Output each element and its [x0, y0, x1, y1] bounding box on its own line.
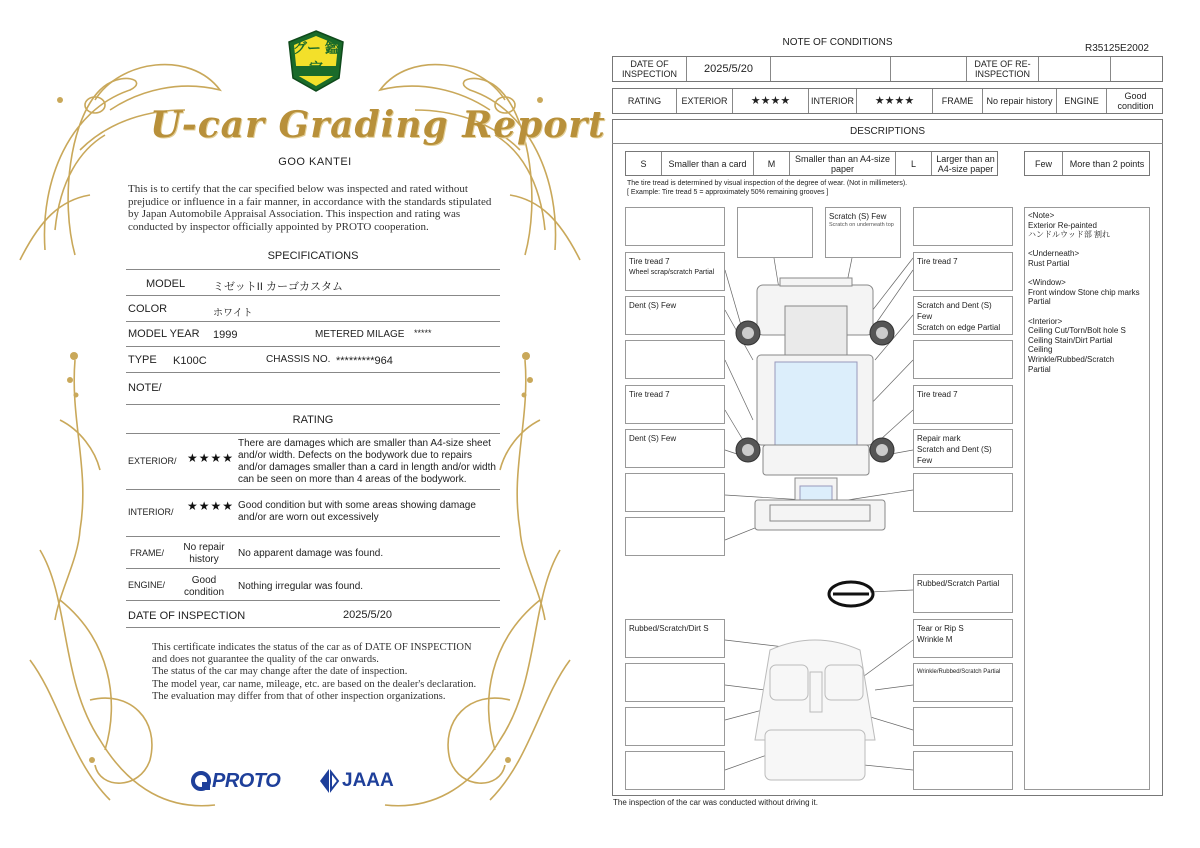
frame-label: FRAME	[933, 89, 983, 113]
damage-box-empty	[625, 707, 725, 746]
damage-box-empty	[625, 207, 725, 246]
damage-box-l1	[625, 252, 725, 291]
damage-box-empty	[913, 473, 1013, 512]
damage-box-int-left	[625, 619, 725, 658]
divider	[126, 404, 500, 405]
damage-box-empty	[913, 340, 1013, 379]
divider	[126, 536, 500, 537]
damage-box-wheel	[913, 574, 1013, 613]
top-center-text: Scratch (S) Few	[829, 212, 887, 221]
type-label: TYPE	[128, 354, 157, 366]
legend-s: S	[626, 152, 662, 175]
top-center-small-text: Scratch on underneath top	[829, 222, 894, 228]
int-left-text: Rubbed/Scratch/Dirt S	[629, 624, 709, 633]
damage-box-r4	[913, 385, 1013, 424]
metered-milage-label: METERED MILAGE	[315, 329, 405, 340]
divider	[126, 295, 500, 296]
legend-l-desc: Larger than an A4-size paper	[936, 153, 995, 174]
engine-label: ENGINE	[1057, 89, 1107, 113]
r5b-text: Scratch and Dent (S) Few	[917, 445, 992, 465]
reference-number: R35125E2002	[1085, 43, 1149, 54]
color-label: COLOR	[128, 303, 168, 315]
engine-value: Good condition	[183, 575, 225, 598]
damage-box-r2	[913, 296, 1013, 335]
damage-box-empty	[625, 340, 725, 379]
inspection-date-label: DATE OF INSPECTION	[128, 610, 246, 622]
damage-box-empty	[737, 207, 813, 258]
damage-box-r1	[913, 252, 1013, 291]
damage-box-l4	[625, 385, 725, 424]
specifications-heading: SPECIFICATIONS	[267, 250, 359, 262]
interior-label: INTERIOR	[809, 89, 857, 113]
r2b-text: Scratch on edge Partial	[917, 323, 1001, 332]
model-year-label: MODEL YEAR	[128, 328, 200, 340]
note-of-conditions-sheet	[605, 0, 1200, 848]
divider	[126, 433, 500, 434]
wheel-text: Rubbed/Scratch Partial	[917, 579, 1000, 588]
legend-l: L	[896, 152, 932, 175]
color-value: ホワイト	[213, 308, 253, 319]
chassis-label: CHASSIS NO.	[266, 354, 331, 365]
damage-box-l5	[625, 429, 725, 468]
l5-text: Dent (S) Few	[629, 434, 677, 443]
damage-box-r5	[913, 429, 1013, 468]
interior-label: INTERIOR/	[128, 507, 174, 517]
damage-box-int-r2	[913, 663, 1013, 702]
engine-label: ENGINE/	[128, 580, 166, 590]
certificate-subtitle: GOO KANTEI	[278, 156, 352, 168]
legend-few: Few	[1025, 152, 1063, 175]
l1b-text: Wheel scrap/scratch Partial	[629, 269, 715, 276]
descriptions-heading: DESCRIPTIONS	[612, 119, 1163, 144]
l1-text: Tire tread 7	[629, 257, 670, 266]
exterior-stars: ★★★★	[187, 451, 235, 465]
divider	[126, 269, 500, 270]
r1-text: Tire tread 7	[917, 257, 958, 266]
damage-box-empty	[625, 663, 725, 702]
exterior-label: EXTERIOR/	[128, 456, 177, 466]
exterior-stars: ★★★★	[733, 89, 809, 113]
steering-wheel-icon	[829, 582, 873, 606]
frame-label: FRAME/	[130, 548, 165, 558]
legend-few-desc: More than 2 points	[1069, 158, 1145, 169]
r5-text: Repair mark	[917, 434, 961, 443]
jaaa-mark-icon	[318, 768, 340, 794]
date-reinspection-label: DATE OF RE-INSPECTION	[967, 57, 1039, 81]
engine-value: Good condition	[1117, 91, 1154, 111]
certificate-title: U-car Grading Report	[150, 104, 606, 146]
int-r1-text: Tear or Rip S	[917, 624, 964, 633]
damage-box-empty	[625, 517, 725, 556]
tread-note: The tire tread is determined by visual inspection of the degree of wear. (Not in millimeters).	[627, 180, 908, 187]
model-year-value: 1999	[213, 329, 238, 341]
chassis-value: *********964	[336, 355, 393, 367]
interior-description: Good condition but with some areas showing damage and/or are worn out excessively	[238, 500, 476, 523]
logo-badge-text: グー 鑑定	[293, 40, 339, 76]
legend-m-desc: Smaller than an A4-size paper	[790, 152, 896, 175]
int-r2-text: Wrinkle/Rubbed/Scratch Partial	[917, 669, 1001, 675]
damage-box-empty	[913, 751, 1013, 790]
certificate-footer-text: This certificate indicates the status of the car as of DATE OF INSPECTION and does not guarantee the quality of the car onwards. The status of the car may change after the date of inspection. The model year, car name, mileage, etc. are based on the dealer's declaration. The evaluation may differ from that of other inspection organizations.	[152, 642, 477, 702]
frame-description: No apparent damage was found.	[238, 548, 384, 559]
rating-label: RATING	[613, 89, 677, 113]
sheet-title: NOTE OF CONDITIONS	[782, 37, 893, 48]
note-label: NOTE/	[128, 382, 162, 394]
damage-box-empty	[913, 707, 1013, 746]
interior-stars: ★★★★	[857, 89, 933, 113]
inspection-date-value: 2025/5/20	[343, 609, 392, 621]
l2-text: Dent (S) Few	[629, 301, 677, 310]
sheet-footer: The inspection of the car was conducted without driving it.	[613, 798, 818, 807]
interior-view	[755, 640, 875, 780]
damage-box-empty	[913, 207, 1013, 246]
divider	[126, 627, 500, 628]
divider	[126, 372, 500, 373]
exterior-description: There are damages which are smaller than A4-size sheet and/or width. Defects on the bodywork due to repairs and/or damages smaller than a card in length and/or width can be seen on more than 4 areas of the bodywork.	[238, 438, 496, 485]
engine-description: Nothing irregular was found.	[238, 581, 364, 592]
interior-stars: ★★★★	[187, 499, 235, 513]
exterior-label: EXTERIOR	[677, 89, 733, 113]
date-inspection-value: 2025/5/20	[687, 57, 771, 81]
notes-box: <Note> Exterior Re-painted ハンドルウッド部 割れ <Underneath> Rust Partial <Window> Front window Stone chip marks Partial <Interior> Ceiling Cut/Torn/Bolt hole S Ceiling Stain/Dirt Partial Ceiling Wrinkle/Rubbed/Scratch Partial	[1024, 207, 1150, 790]
damage-box-empty	[625, 473, 725, 512]
r2-text: Scratch and Dent (S) Few	[917, 301, 992, 321]
legend-s-desc: Smaller than a card	[662, 152, 754, 175]
frame-value: No repair history	[983, 89, 1057, 113]
proto-mark-icon	[190, 770, 212, 792]
metered-milage-value: *****	[414, 328, 432, 338]
type-value: K100C	[173, 355, 207, 367]
divider	[126, 346, 500, 347]
certificate-intro: This is to certify that the car specified below was inspected and rated without prejudice or influence in a fair manner, in accordance with the standards stipulated by Japan Automobile Appraisal Association. This inspection and rating was conducted by inspector officially appointed by PROTO cooperation.	[128, 183, 492, 233]
model-value: ミゼットII カーゴカスタム	[213, 281, 343, 293]
damage-box-top-center	[825, 207, 901, 258]
model-label: MODEL	[146, 278, 186, 290]
truck-top-view	[755, 278, 885, 530]
divider	[126, 321, 500, 322]
divider	[126, 489, 500, 490]
legend-m: M	[754, 152, 790, 175]
proto-logo: PROTO	[212, 770, 281, 792]
frame-value: No repair history	[183, 542, 225, 565]
damage-box-empty	[625, 751, 725, 790]
divider	[126, 568, 500, 569]
jaaa-logo: JAAA	[342, 770, 394, 791]
tread-example: [ Example: Tire tread 5 = approximately 50% remaining grooves ]	[627, 189, 829, 196]
damage-box-int-r1	[913, 619, 1013, 658]
l4-text: Tire tread 7	[629, 390, 670, 399]
date-inspection-label: DATE OF INSPECTION	[613, 57, 687, 81]
r4-text: Tire tread 7	[917, 390, 958, 399]
rating-heading: RATING	[292, 414, 334, 426]
int-r1b-text: Wrinkle M	[917, 635, 953, 644]
damage-box-l2	[625, 296, 725, 335]
divider	[126, 600, 500, 601]
